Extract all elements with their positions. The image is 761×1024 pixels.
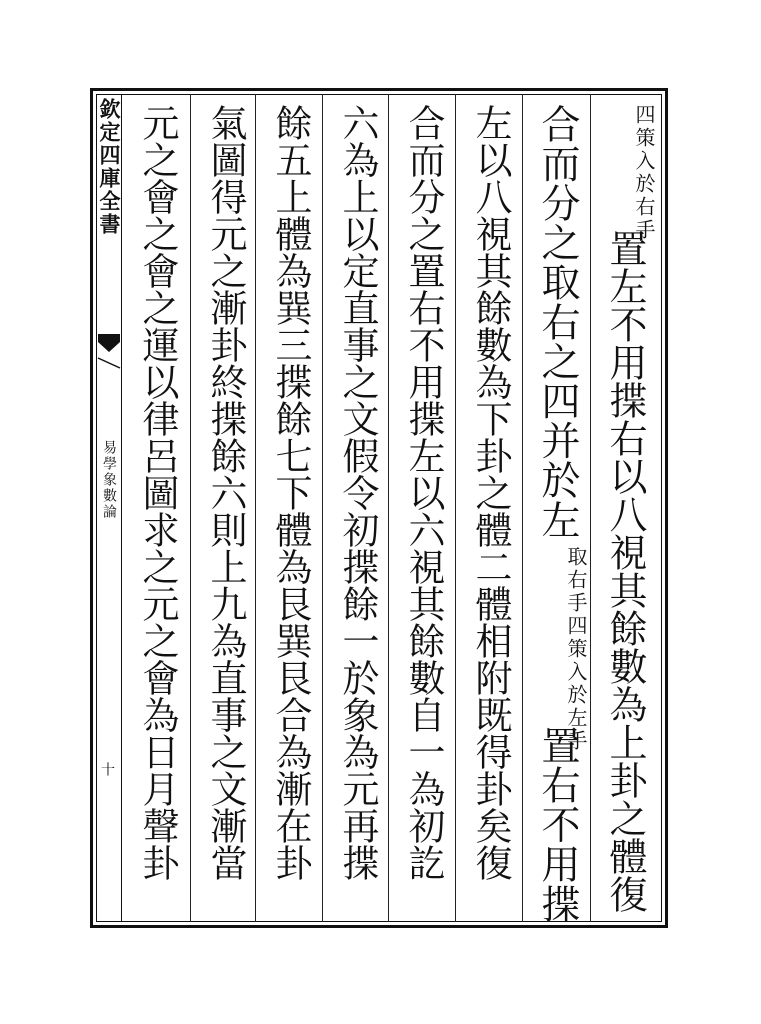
note-line-a: 取右手四策 [564, 545, 588, 661]
column-text: 餘五上體為巽三揲餘七下體為艮巽艮合為漸在卦 [269, 104, 312, 881]
column-text: 氣圖得元之漸卦終揲餘六則上九為直事之文漸當 [204, 104, 247, 881]
fishtail-mark [96, 330, 122, 370]
text-column-7 [194, 104, 256, 914]
annotation-note [564, 545, 588, 753]
column-text: 置左不用揲右以八視其餘數為上卦之體復 [603, 229, 647, 913]
column-text: 合而分之置右不用揲左以六視其餘數自一為初訖 [402, 104, 445, 881]
column-text: 置右不用揲 [535, 725, 580, 924]
text-column-8 [126, 104, 188, 914]
column-rule [322, 94, 323, 922]
column-rule [522, 94, 523, 922]
column-rule [455, 94, 456, 922]
annotation-note [632, 104, 656, 242]
column-text: 左以八視其餘數為下卦之體二體相附既得卦矣復 [469, 104, 512, 881]
column-text: 合而分之取右之四并於左 [535, 104, 580, 540]
margin-title: 欽定四庫全書 [97, 98, 122, 236]
margin-page-number: 十 [99, 762, 115, 776]
text-column-4 [392, 104, 454, 914]
note-line-b: 於右手 [632, 173, 656, 242]
text-column-5 [326, 104, 388, 914]
margin-book-title: 易學象數論 [101, 440, 117, 520]
column-text: 元之會之會之運以律呂圖求之元之會為日月聲卦 [136, 104, 179, 881]
text-column-1 [594, 104, 660, 914]
column-rule [590, 94, 591, 922]
note-line-b: 入於左手 [564, 660, 588, 753]
column-rule [388, 94, 389, 922]
text-column-6 [259, 104, 321, 914]
text-column-2 [526, 104, 590, 924]
column-text: 六為上以定直事之文假令初揲餘一於象為元再揲 [336, 104, 379, 881]
column-rule [190, 94, 191, 922]
note-line-a: 四策入 [632, 104, 656, 173]
text-column-3 [459, 104, 521, 914]
